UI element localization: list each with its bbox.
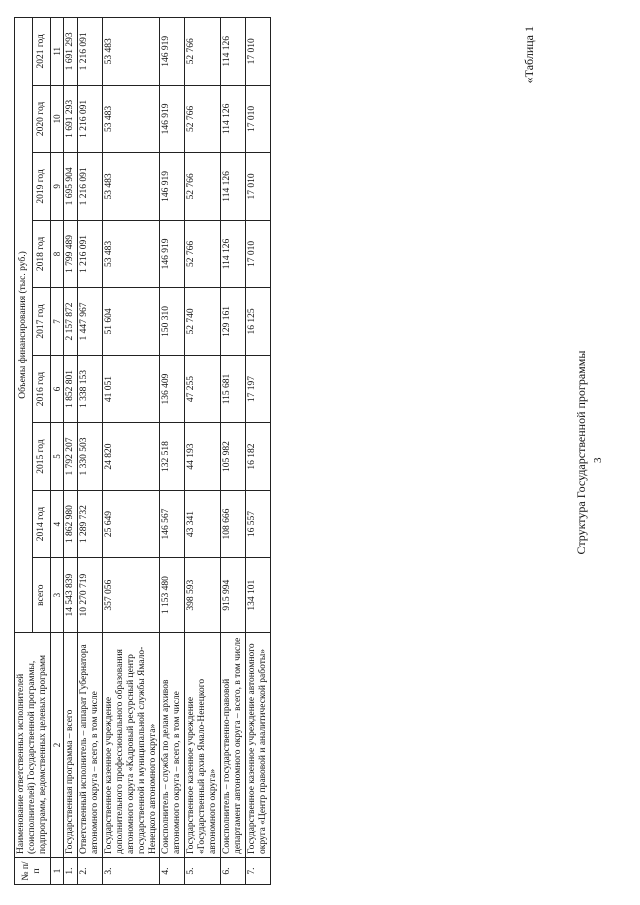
row-value: 2 157 872 (64, 288, 78, 356)
row-name: Государственное казенное учреждение автономного округа «Центр правовой и аналитической работы» (245, 633, 270, 858)
table-row (78, 18, 103, 885)
row-value: 150 310 (160, 288, 185, 356)
header-funding: Объемы финансирования (тыс. руб.) (15, 18, 33, 633)
row-number: 5. (185, 858, 221, 885)
row-value: 1 691 293 (64, 18, 78, 86)
table-row (160, 18, 185, 885)
row-value: 17 010 (245, 18, 270, 86)
header-year: 2020 год (32, 85, 50, 153)
row-value: 53 483 (102, 18, 160, 86)
page-number: 3 (592, 457, 604, 463)
row-value: 146 567 (160, 490, 185, 558)
table-row (245, 18, 270, 885)
row-value: 41 051 (102, 355, 160, 423)
row-value: 14 543 839 (64, 558, 78, 633)
program-structure-table (14, 17, 271, 885)
row-value: 25 649 (102, 490, 160, 558)
row-value: 1 330 503 (78, 423, 103, 491)
row-value: 915 994 (221, 558, 246, 633)
row-value: 129 161 (221, 288, 246, 356)
row-number: 1. (64, 858, 78, 885)
row-value: 1 216 091 (78, 220, 103, 288)
row-number: 7. (245, 858, 270, 885)
row-number: 6. (221, 858, 246, 885)
document-title: Структура Государственной программы (574, 350, 588, 555)
row-value: 1 695 904 (64, 153, 78, 221)
row-value: 17 197 (245, 355, 270, 423)
row-value: 146 919 (160, 153, 185, 221)
table-row (221, 18, 246, 885)
header-year: 2019 год (32, 153, 50, 221)
table-body (64, 18, 271, 885)
row-value: 114 126 (221, 18, 246, 86)
row-value: 52 740 (185, 288, 221, 356)
row-value: 44 193 (185, 423, 221, 491)
row-number: 2. (78, 858, 103, 885)
row-value: 136 409 (160, 355, 185, 423)
header-year: 2021 год (32, 18, 50, 86)
column-number: 3 (50, 558, 63, 633)
row-value: 52 766 (185, 153, 221, 221)
row-name: Государственная программа – всего (64, 633, 78, 858)
row-value: 51 604 (102, 288, 160, 356)
column-number: 1 (50, 858, 63, 885)
header-no: № п/п (15, 858, 51, 885)
row-value: 16 125 (245, 288, 270, 356)
row-value: 17 010 (245, 220, 270, 288)
column-number: 9 (50, 153, 63, 221)
header-year: 2016 год (32, 355, 50, 423)
column-number: 10 (50, 85, 63, 153)
column-number: 4 (50, 490, 63, 558)
row-value: 1 799 489 (64, 220, 78, 288)
row-value: 17 010 (245, 153, 270, 221)
row-value: 17 010 (245, 85, 270, 153)
row-value: 1 153 480 (160, 558, 185, 633)
column-number: 8 (50, 220, 63, 288)
row-value: 146 919 (160, 220, 185, 288)
row-value: 1 338 153 (78, 355, 103, 423)
row-value: 10 270 719 (78, 558, 103, 633)
row-value: 132 518 (160, 423, 185, 491)
table-label: «Таблица 1 (522, 26, 536, 84)
row-value: 1 216 091 (78, 85, 103, 153)
header-year: 2014 год (32, 490, 50, 558)
row-value: 16 182 (245, 423, 270, 491)
row-value: 43 341 (185, 490, 221, 558)
row-value: 1 447 967 (78, 288, 103, 356)
row-number: 3. (102, 858, 160, 885)
row-value: 114 126 (221, 85, 246, 153)
column-number: 11 (50, 18, 63, 86)
row-value: 1 289 732 (78, 490, 103, 558)
row-value: 53 483 (102, 85, 160, 153)
row-value: 1 852 801 (64, 355, 78, 423)
header-year: 2017 год (32, 288, 50, 356)
row-name: Соисполнитель – служба по делам архивов автономного округа – всего, в том числе (160, 633, 185, 858)
header-year: 2018 год (32, 220, 50, 288)
row-value: 24 820 (102, 423, 160, 491)
row-value: 146 919 (160, 18, 185, 86)
row-value: 114 126 (221, 153, 246, 221)
row-number: 4. (160, 858, 185, 885)
row-value: 1 216 091 (78, 18, 103, 86)
row-value: 47 255 (185, 355, 221, 423)
column-number: 7 (50, 288, 63, 356)
row-name: Государственное казенное учреждение дополнительного профессионального образования автономного округа «Кадровый ресурсный центр государственной и муниципальной службы Ямало-Ненецкого автономного округа» (102, 633, 160, 858)
column-number: 2 (50, 633, 63, 858)
column-number: 6 (50, 355, 63, 423)
row-value: 52 766 (185, 220, 221, 288)
header-total: всего (32, 558, 50, 633)
column-numbers-row (50, 18, 63, 885)
row-value: 357 056 (102, 558, 160, 633)
row-value: 105 982 (221, 423, 246, 491)
row-value: 16 557 (245, 490, 270, 558)
row-value: 134 101 (245, 558, 270, 633)
row-value: 1 691 293 (64, 85, 78, 153)
header-year: 2015 год (32, 423, 50, 491)
row-value: 52 766 (185, 18, 221, 86)
row-value: 53 483 (102, 220, 160, 288)
row-value: 398 593 (185, 558, 221, 633)
table-row (64, 18, 78, 885)
row-value: 52 766 (185, 85, 221, 153)
row-value: 1 792 207 (64, 423, 78, 491)
table-row (185, 18, 221, 885)
row-name: Ответственный исполнитель – аппарат Губернатора автономного округа – всего, в том числе (78, 633, 103, 858)
row-name: Государственное казенное учреждение «Государственный архив Ямало-Ненецкого автономного округа» (185, 633, 221, 858)
row-value: 53 483 (102, 153, 160, 221)
table-row (102, 18, 160, 885)
column-number: 5 (50, 423, 63, 491)
row-name: Соисполнитель – государственно-правовой департамент автономного округа – всего, в том числе (221, 633, 246, 858)
row-value: 1 216 091 (78, 153, 103, 221)
row-value: 114 126 (221, 220, 246, 288)
row-value: 146 919 (160, 85, 185, 153)
row-value: 1 862 980 (64, 490, 78, 558)
row-value: 108 666 (221, 490, 246, 558)
header-name: Наименование ответственных исполнителей (соисполнителей) Государственной программы, подпрограмм, ведомственных целевых программ (15, 633, 51, 858)
row-value: 115 681 (221, 355, 246, 423)
